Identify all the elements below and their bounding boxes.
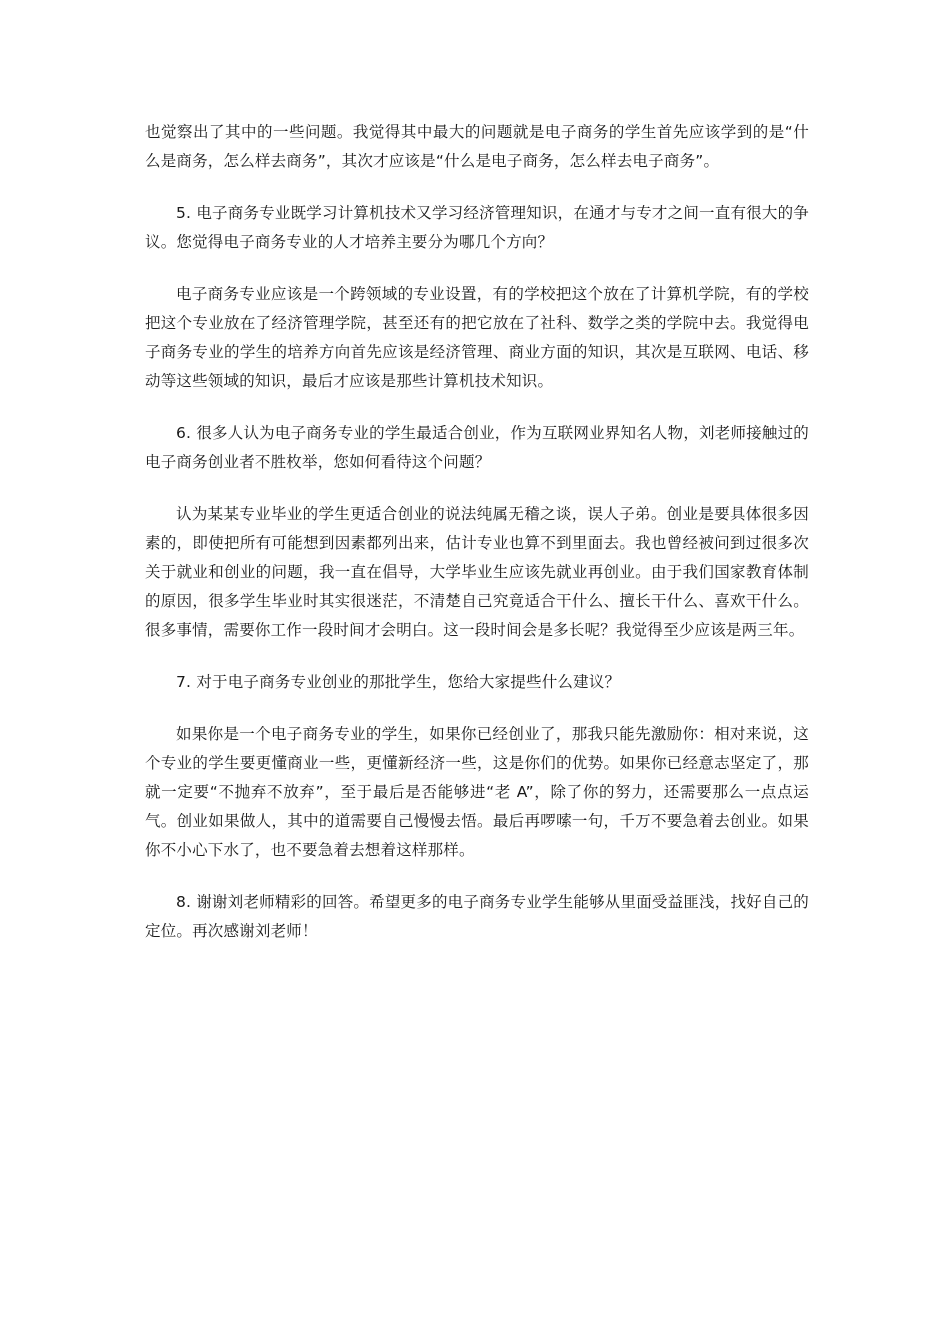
answer-7: 如果你是一个电子商务专业的学生，如果你已经创业了，那我只能先激励你：相对来说，这个专业的学生要更懂商业一些，更懂新经济一些，这是你们的优势。如果你已经意志坚定了，那就一定要“不抛弃不放弃”，至于最后是否能够进“老 A”，除了你的努力，还需要那么一点点运气。创业如果做人，其中的道需要自己慢慢去悟。最后再啰嗦一句，千万不要急着去创业。如果你不小心下水了，也不要急着去想着这样那样。	[145, 725, 809, 859]
paragraph-continuation: 也觉察出了其中的一些问题。我觉得其中最大的问题就是电子商务的学生首先应该学到的是“什么是商务，怎么样去商务”，其次才应该是“什么是电子商务，怎么样去电子商务”。	[145, 123, 809, 170]
question-5: 5. 电子商务专业既学习计算机技术又学习经济管理知识，在通才与专才之间一直有很大的争议。您觉得电子商务专业的人才培养主要分为哪几个方向？	[145, 204, 809, 251]
paragraph-gap	[145, 645, 809, 668]
paragraph-gap	[145, 865, 809, 888]
paragraph-gap	[145, 176, 809, 199]
document-body	[145, 118, 809, 946]
answer-6: 认为某某专业毕业的学生更适合创业的说法纯属无稽之谈，误人子弟。创业是要具体很多因素的，即使把所有可能想到因素都列出来，估计专业也算不到里面去。我也曾经被问到过很多次关于就业和创业的问题，我一直在倡导，大学毕业生应该先就业再创业。由于我们国家教育体制的原因，很多学生毕业时其实很迷茫，不清楚自己究竟适合干什么、擅长干什么、喜欢干什么。很多事情，需要你工作一段时间才会明白。这一段时间会是多长呢？我觉得至少应该是两三年。	[145, 505, 809, 639]
paragraph-gap	[145, 477, 809, 500]
question-6: 6. 很多人认为电子商务专业的学生最适合创业，作为互联网业界知名人物，刘老师接触过的电子商务创业者不胜枚举，您如何看待这个问题？	[145, 424, 809, 471]
paragraph-gap	[145, 396, 809, 419]
question-7: 7. 对于电子商务专业创业的那批学生，您给大家提些什么建议？	[176, 673, 621, 691]
paragraph-gap	[145, 697, 809, 720]
answer-5: 电子商务专业应该是一个跨领域的专业设置，有的学校把这个放在了计算机学院，有的学校把这个专业放在了经济管理学院，甚至还有的把它放在了社科、数学之类的学院中去。我觉得电子商务专业的学生的培养方向首先应该是经济管理、商业方面的知识，其次是互联网、电话、移动等这些领域的知识，最后才应该是那些计算机技术知识。	[145, 285, 809, 390]
paragraph-gap	[145, 257, 809, 280]
closing-8: 8. 谢谢刘老师精彩的回答。希望更多的电子商务专业学生能够从里面受益匪浅，找好自己的定位。再次感谢刘老师！	[145, 893, 809, 940]
